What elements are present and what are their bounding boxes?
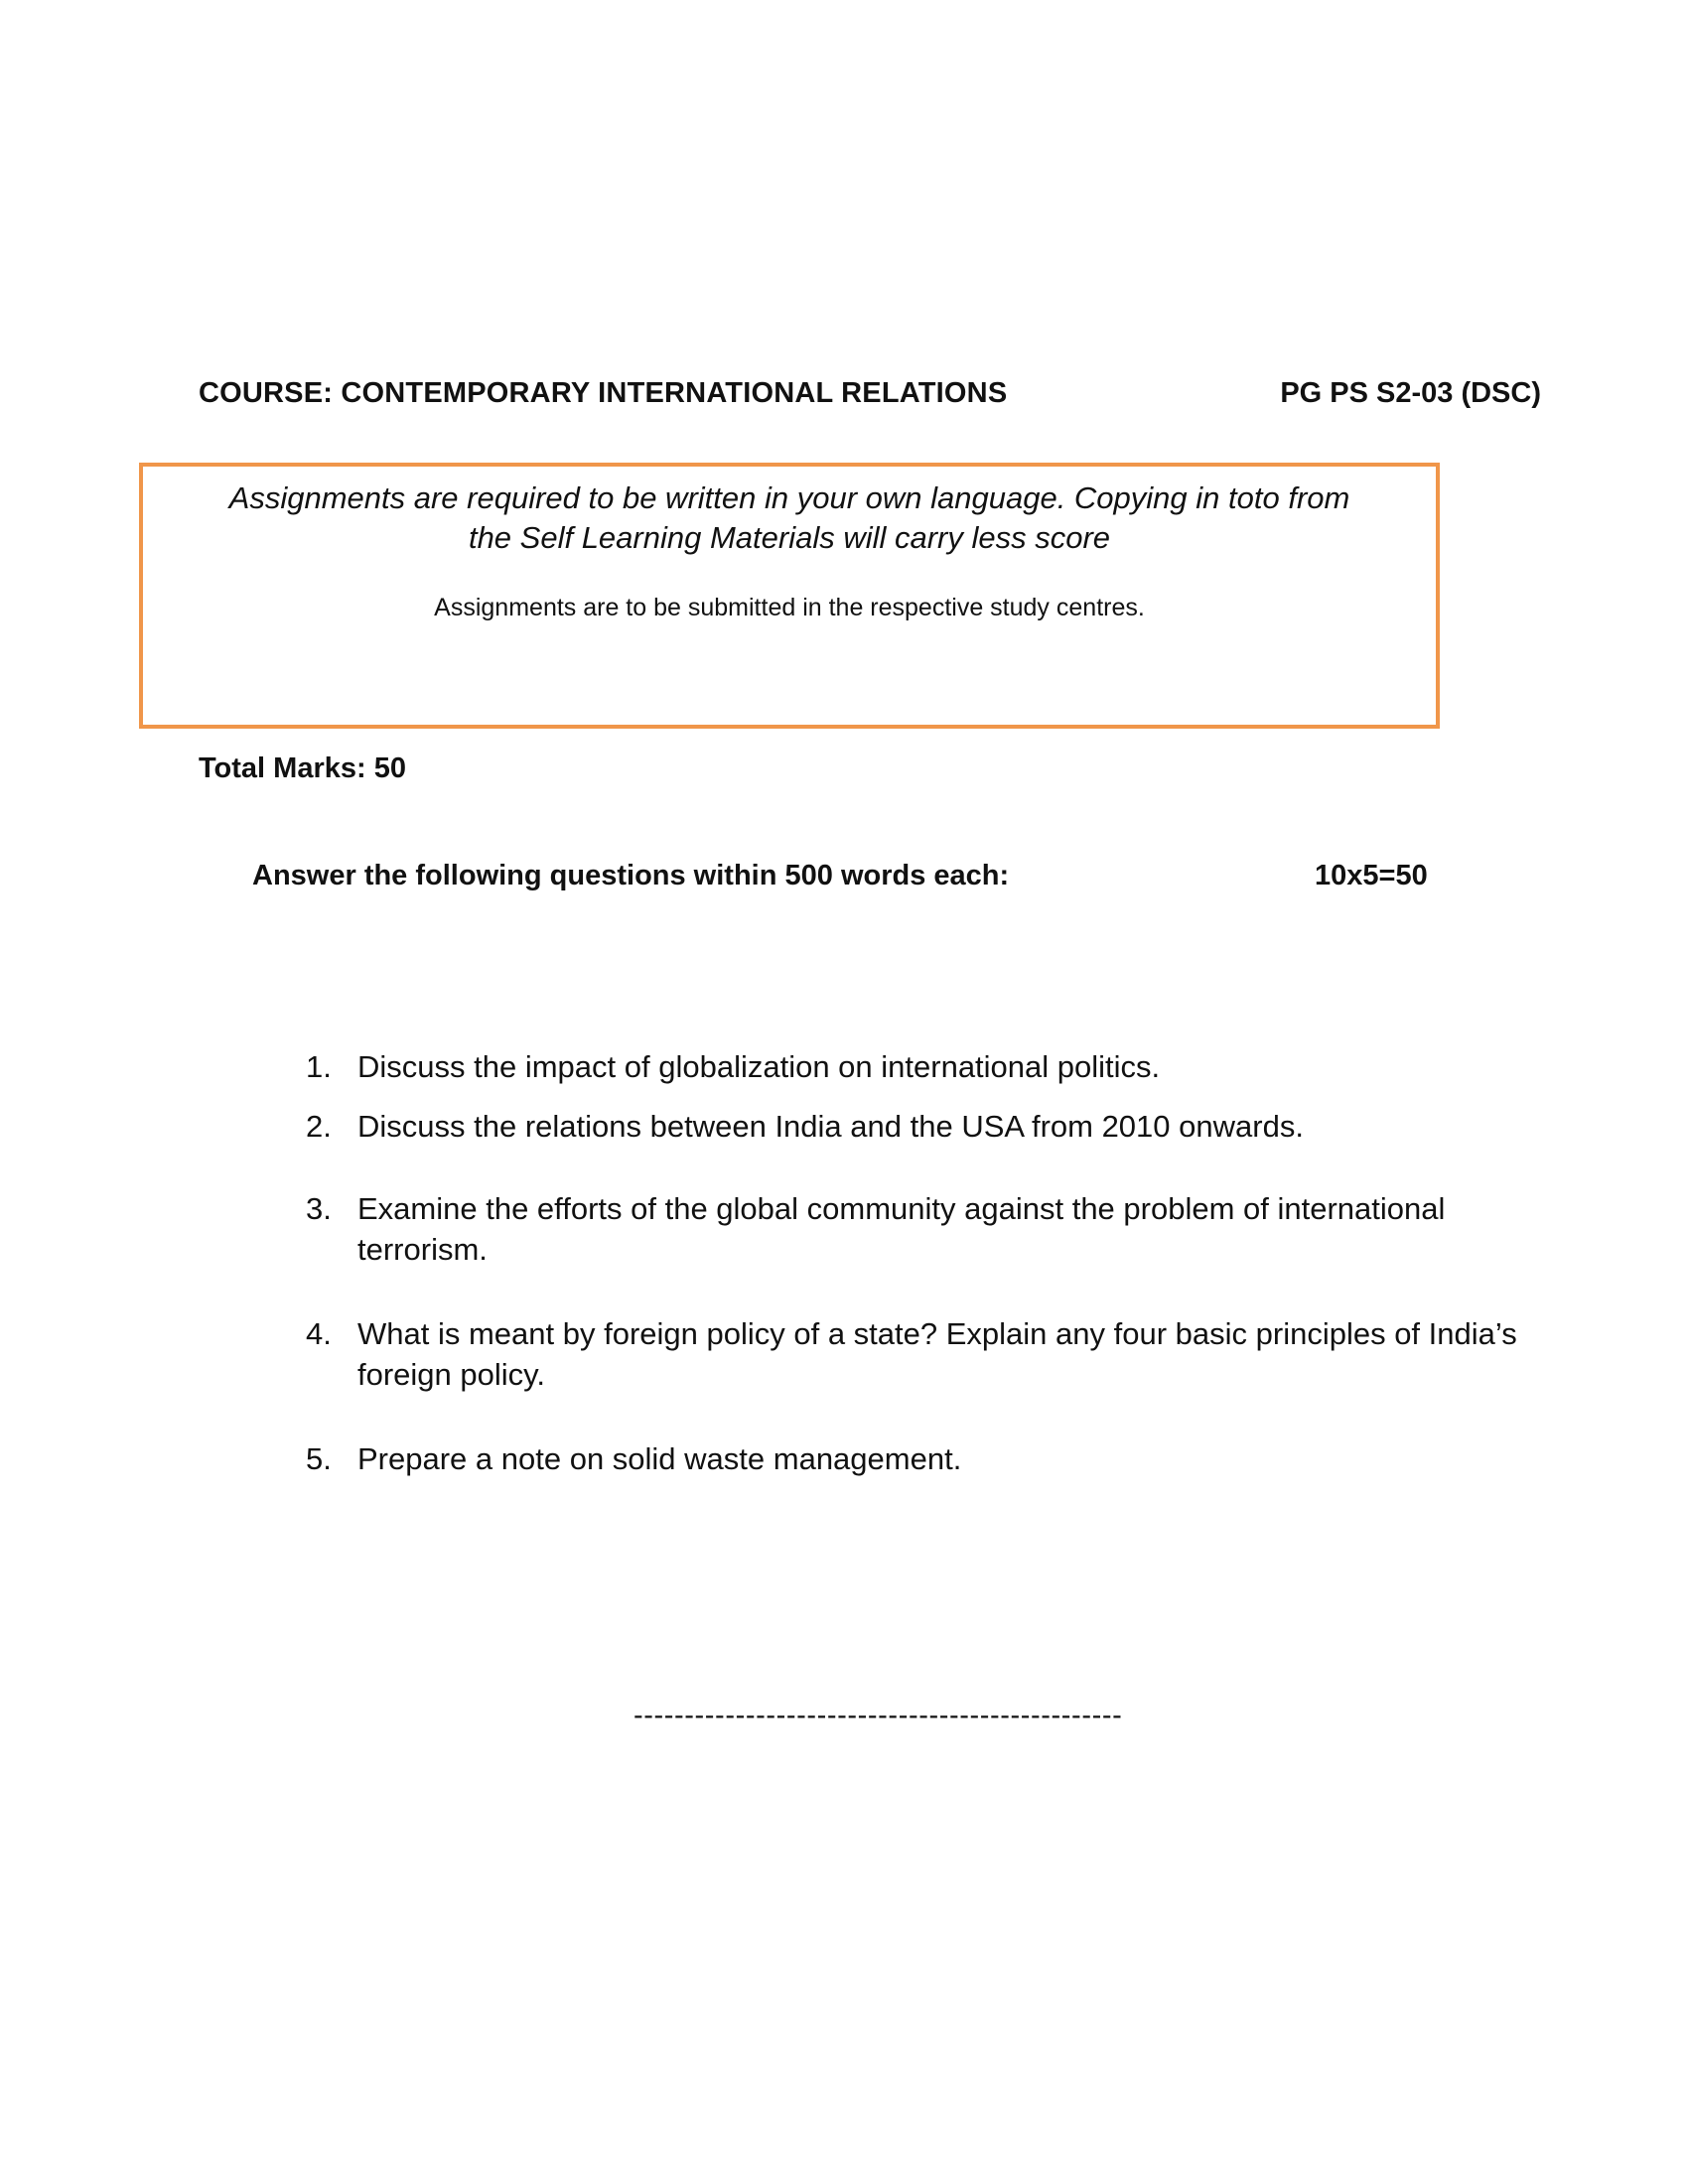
end-separator: ------------------------------------------------ [633, 1700, 1123, 1731]
notice-main-text [143, 478, 1436, 558]
submission-note: Assignments are to be submitted in the respective study centres. [434, 594, 1145, 621]
question-text: Examine the efforts of the global community against the problem of international terrorism. [357, 1191, 1446, 1267]
course-code: PG PS S2-03 (DSC) [1280, 377, 1541, 409]
question-text: Discuss the impact of globalization on international politics. [357, 1049, 1161, 1084]
question-number: 5. [306, 1441, 332, 1476]
question-item [298, 1313, 1549, 1395]
question-list [298, 1046, 1549, 1479]
notice-box [139, 463, 1440, 729]
notice-line-2: the Self Learning Materials will carry less score [468, 520, 1111, 555]
question-number: 3. [306, 1191, 332, 1226]
question-text: What is meant by foreign policy of a state? Explain any four basic principles of India’s foreign policy. [357, 1316, 1517, 1392]
question-item [298, 1046, 1549, 1087]
question-text: Prepare a note on solid waste management. [357, 1441, 962, 1476]
total-marks: Total Marks: 50 [199, 752, 406, 784]
marks-scheme: 10x5=50 [1315, 860, 1428, 891]
question-number: 2. [306, 1109, 332, 1144]
question-item [298, 1438, 1549, 1479]
instruction-text: Answer the following questions within 500 words each: [252, 860, 1010, 891]
question-item [298, 1106, 1549, 1147]
notice-line-1: Assignments are required to be written in your own language. Copying in toto from [228, 480, 1350, 515]
question-text: Discuss the relations between India and the USA from 2010 onwards. [357, 1109, 1304, 1144]
course-title: COURSE: CONTEMPORARY INTERNATIONAL RELATIONS [199, 377, 1008, 409]
question-number: 1. [306, 1049, 332, 1084]
question-number: 4. [306, 1316, 332, 1351]
question-item [298, 1188, 1549, 1270]
